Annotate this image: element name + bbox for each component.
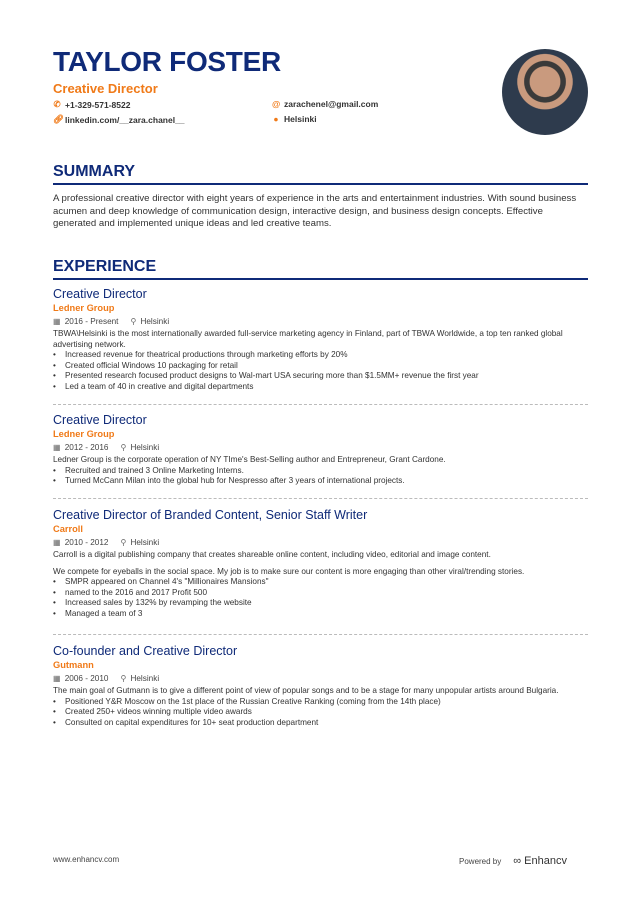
job-title: Co-founder and Creative Director [53,644,238,658]
achievement-item: • named to the 2016 and 2017 Profit 500 [53,588,588,599]
map-pin-icon: ⚲ [120,674,127,683]
company-name: Ledner Group [53,303,115,313]
achievement-item: • Led a team of 40 in creative and digital departments [53,382,588,393]
powered-by: Powered by [459,856,502,866]
job-description: Carroll is a digital publishing company that creates shareable online content, including video, editorial and image content. [53,550,491,559]
job-title: Creative Director [53,287,147,301]
at-icon: @ [272,99,281,109]
company-name: Carroll [53,524,83,534]
job-meta [53,441,588,454]
job-description: The main goal of Gutmann is to give a different point of view of popular songs and to be a stage for many unpopular artists around Bulgaria. [53,686,559,695]
company-name: Gutmann [53,660,94,670]
summary-heading: SUMMARY [53,163,588,185]
map-pin-icon: ⚲ [120,538,127,547]
avatar [502,49,588,135]
achievement-item: • Presented research focused product designs to Wal-mart USA securing more than $1.5MM+ revenue the first year [53,371,588,382]
experience-entry [53,643,588,728]
summary-text: A professional creative director with eight years of experience in the arts and entertainment industries. With sound business acumen and deep knowledge of communication design, interactive design, and business design concepts. Effective generated and implemented unique ideas and led creative teams. [53,193,577,229]
job-description: Ledner Group is the corporate operation of NY TIme's Best-Selling author and Entrepreneur, Grant Cardone. [53,455,446,464]
phone [53,99,130,110]
company-name: Ledner Group [53,429,115,439]
achievement-item: • Managed a team of 3 [53,609,588,620]
experience-entry [53,412,588,487]
achievement-item: • Turned McCann Milan into the global hub for Nespresso after 3 years of international projects. [53,476,588,487]
email-link[interactable]: zarachenel@gmail.com [284,99,379,109]
brand-name: Enhancv [524,855,567,867]
job-description: TBWA\Helsinki is the most internationally awarded full-service marketing agency in Finland, part of TBWA Worldwide, a top ten ranked global advertising network. [53,329,563,349]
job-location: Helsinki [140,317,170,326]
experience-entry [53,286,588,393]
location [272,114,317,124]
job-meta [53,315,588,328]
achievement-list [53,466,588,487]
achievement-item: • Consulted on capital expenditures for 10+ seat production department [53,718,588,729]
job-dates: 2006 - 2010 [64,674,109,683]
job-description-2: We compete for eyeballs in the social space. My job is to make sure our content is more engaging than other viral/trending stories. [53,566,525,576]
divider [53,634,588,635]
job-dates: 2012 - 2016 [64,443,109,452]
achievement-item: • Created 250+ videos winning multiple video awards [53,707,588,718]
achievement-item: • Increased revenue for theatrical productions through marketing efforts by 20% [53,350,588,361]
phone-icon: ✆ [53,99,61,109]
achievement-item: • Positioned Y&R Moscow on the 1st place of the Russian Creative Ranking (coming from the 14th place) [53,697,588,708]
achievement-item: • SMPR appeared on Channel 4's "Millionaires Mansions" [53,577,588,588]
job-location: Helsinki [130,538,160,547]
job-dates: 2010 - 2012 [64,538,109,547]
divider [53,498,588,499]
experience-entry [53,507,588,620]
linkedin-link[interactable]: linkedin.com/__zara.chanel__ [65,114,185,125]
map-pin-icon: ⚲ [120,443,127,452]
logo-icon: ∞ [513,855,522,867]
job-location: Helsinki [130,443,160,452]
calendar-icon: ▦ [53,317,61,326]
job-meta [53,536,588,549]
map-pin-icon: ● [273,114,279,124]
candidate-title: Creative Director [53,81,158,96]
map-pin-icon: ⚲ [130,317,137,326]
job-title: Creative Director [53,413,147,427]
calendar-icon: ▦ [53,538,61,547]
job-title: Creative Director of Branded Content, Senior Staff Writer [53,508,368,522]
achievement-item: • Recruited and trained 3 Online Marketing Interns. [53,466,588,477]
enhancv-logo [513,855,567,867]
job-dates: 2016 - Present [64,317,119,326]
divider [53,404,588,405]
phone-text: +1-329-571-8522 [65,99,131,110]
calendar-icon: ▦ [53,674,61,683]
calendar-icon: ▦ [53,443,61,452]
linkedin[interactable] [53,114,185,125]
achievement-item: • Created official Windows 10 packaging for retail [53,361,588,372]
achievement-list [53,350,588,392]
achievement-list [53,577,588,619]
candidate-name: TAYLOR FOSTER [53,46,281,77]
footer-branding [459,855,567,867]
email[interactable] [272,99,378,109]
achievement-list [53,697,588,729]
achievement-item: • Increased sales by 132% by revamping the website [53,598,588,609]
job-location: Helsinki [130,674,160,683]
location-text: Helsinki [284,114,317,124]
link-icon: 🔗︎ [53,114,64,124]
footer-url[interactable]: www.enhancv.com [53,855,120,864]
job-meta [53,672,588,685]
experience-heading: EXPERIENCE [53,258,588,280]
